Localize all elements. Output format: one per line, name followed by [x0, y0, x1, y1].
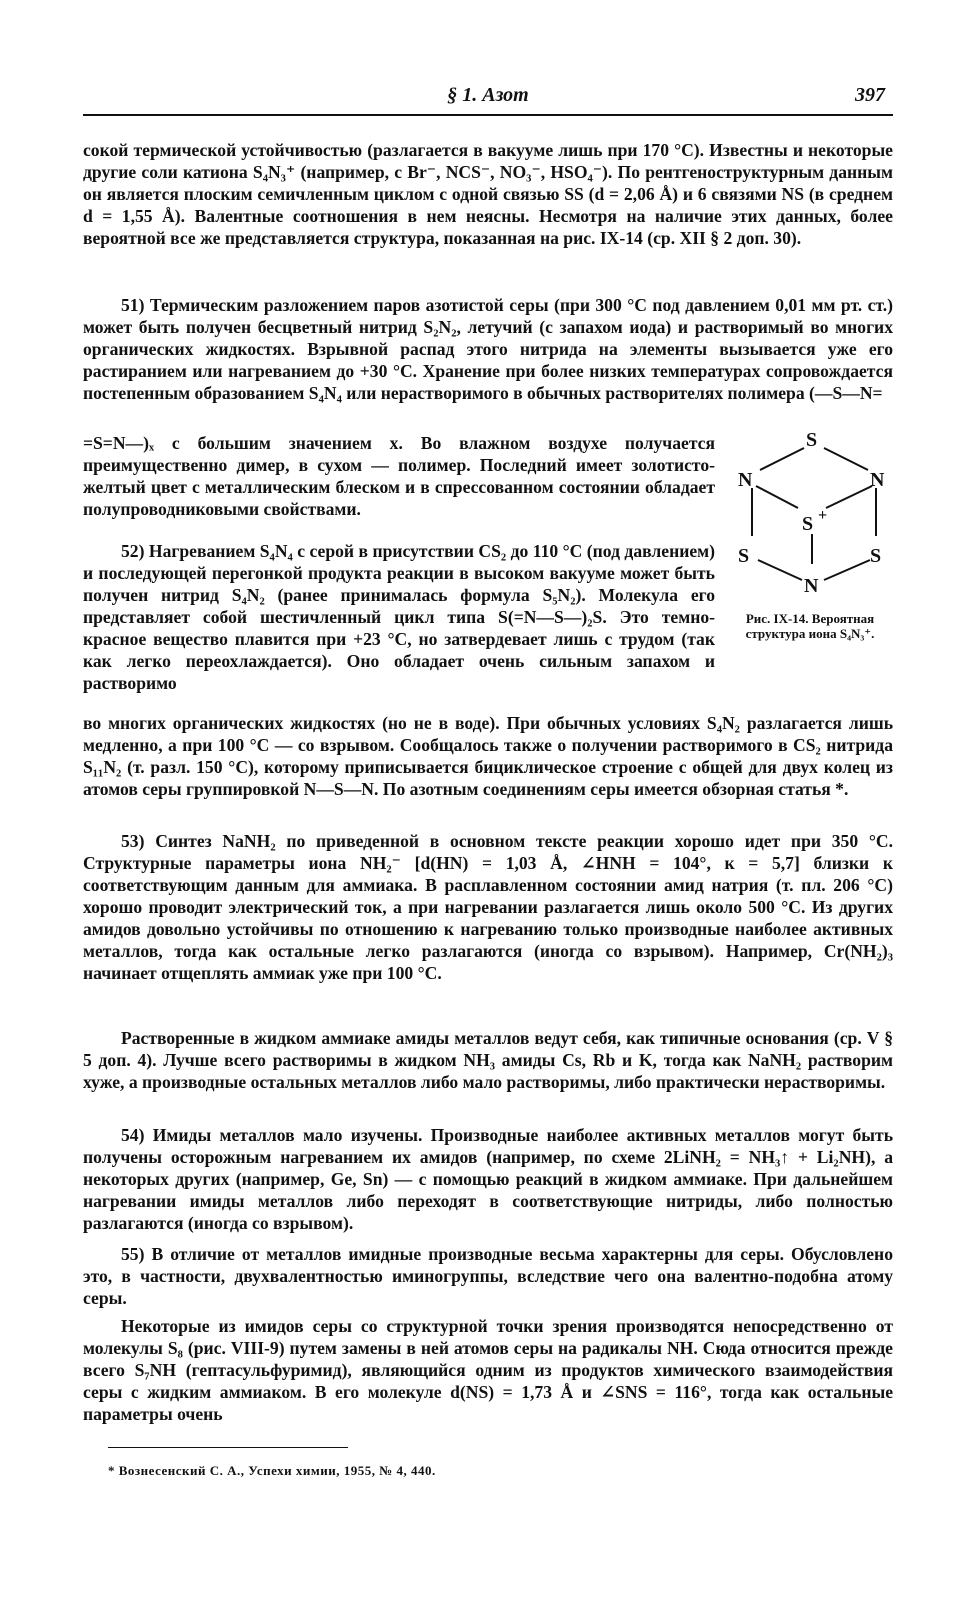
atom-s-top: S [806, 429, 818, 451]
atom-s-lower-right: S [870, 545, 882, 567]
paragraph-53: 53) Синтез NaNH₂ по приведенной в основном тексте реакции хорошо идет при 350 °С. Структурные параметры иона NH₂⁻ [d(HN) = 1,03 Å, ∠HNH = 104°, к = 5,7] близки к соответствующим данным для аммиака. В расплавленном состоянии амид натрия (т. пл. 206 °С) хорошо проводит электрический ток, а при нагревании разлагается лишь около 500 °С. Из других амидов довольно устойчивы по отношению к нагреванию только производные наиболее активных металлов, тогда как остальные легко разлагаются (иногда со взрывом). Например, Cr(NH₂)₃ начинает отщеплять аммиак уже при 100 °С. [83, 831, 893, 983]
figure-caption: Рис. IX-14. Вероятная структура иона S₄N₃⁺. [745, 611, 875, 641]
footnote: * Вознесенский С. А., Успехи химии, 1955, № 4, 440. [108, 1463, 436, 1478]
atom-n-bottom: N [804, 575, 819, 597]
running-header [83, 84, 893, 114]
header-rule [83, 114, 893, 116]
paragraph-51: 51) Термическим разложением паров азотистой серы (при 300 °С под давлением 0,01 мм рт. ст.) может быть получен бесцветный нитрид S₂N₂, летучий (с запахом иода) и растворимый во многих органических жидкостях. Взрывной распад этого нитрида на элементы вызывается уже его растиранием или нагреванием до +30 °С. Хранение при более низких температурах сопровождается постепенным образованием S₄N₄ или нерастворимого в обычных растворителях полимера (—S—N= [83, 295, 893, 403]
atom-s-lower-left: S [738, 545, 750, 567]
paragraph-55: 55) В отличие от металлов имидные производные весьма характерны для серы. Обусловлено это, в частности, двухвалентностью иминогруппы, вследствие чего она валентно-подобна атому серы. [83, 1244, 893, 1308]
atom-s-center: S [802, 513, 814, 535]
section-title: § 1. Азот [447, 84, 529, 106]
paragraph-continuation: сокой термической устойчивостью (разлагается в вакууме лишь при 170 °С). Известны и некоторые другие соли катиона S₄N₃⁺ (например, с Br⁻, NCS⁻, NO₃⁻, HSO₄⁻). По рентгеноструктурным данным он является плоским семичленным циклом с одной связью SS (d = 2,06 Å) и 6 связями NS (в среднем d = 1,55 Å). Валентные соотношения в нем неясны. Несмотря на наличие этих данных, более вероятной все же представляется структура, показанная на рис. IX-14 (ср. XII § 2 доп. 30). [83, 140, 893, 248]
paragraph-imides: Некоторые из имидов серы со структурной точки зрения производятся непосредственно от молекулы S₈ (рис. VIII-9) путем замены в ней атомов серы на радикалы NH. Сюда относится прежде всего S₇NH (гептасульфуримид), являющийся одним из продуктов химического взаимодействия серы с жидким аммиаком. В его молекуле d(NS) = 1,73 Å и ∠SNS = 116°, тогда как остальные параметры очень [83, 1316, 893, 1424]
charge-plus: + [818, 507, 828, 524]
page-number: 397 [855, 84, 885, 106]
structure-diagram [728, 426, 893, 611]
atom-n-right: N [870, 469, 885, 491]
paragraph-52-cont: во многих органических жидкостях (но не в воде). При обычных условиях S₄N₂ разлагается лишь медленно, а при 100 °С — со взрывом. Сообщалось также о получении растворимого в CS₂ нитрида S₁₁N₂ (т. разл. 150 °С), которому приписывается бициклическое строение с общей для двух колец из атомов серы группировкой N—S—N. По азотным соединениям серы имеется обзорная статья *. [83, 713, 893, 799]
paragraph-51-cont: =S=N—)ₓ с большим значением x. Во влажном воздухе получается преимущественно димер, в сухом — полимер. Последний имеет золотисто-желтый цвет с металлическим блеском и в спрессованном состоянии обладает полупроводниковыми свойствами. [83, 433, 715, 519]
paragraph-54: 54) Имиды металлов мало изучены. Производные наиболее активных металлов могут быть получены осторожным нагреванием их амидов (например, по схеме 2LiNH₂ = NH₃↑ + Li₂NH), а некоторых других (например, Ge, Sn) — с помощью реакций в жидком аммиаке. При дальнейшем нагревании имиды металлов либо переходят в соответствующие нитриды, либо полностью разлагаются (иногда со взрывом). [83, 1125, 893, 1233]
paragraph-amides: Растворенные в жидком аммиаке амиды металлов ведут себя, как типичные основания (ср. V § 5 доп. 4). Лучше всего растворимы в жидком NH₃ амиды Cs, Rb и K, тогда как NaNH₂ растворим хуже, а производные остальных металлов либо мало растворимы, либо практически нерастворимы. [83, 1028, 893, 1092]
paragraph-52: 52) Нагреванием S₄N₄ с серой в присутствии CS₂ до 110 °С (под давлением) и последующей перегонкой продукта реакции в высоком вакууме может быть получен нитрид S₄N₂ (ранее принималась формула S₅N₂). Молекула его представляет собой шестичленный цикл типа S(=N—S—)₂S. Это темно-красное вещество плавится при +23 °С, но затвердевает лишь с трудом (так как легко переохлаждается). Оно обладает очень сильным запахом и растворимо [83, 541, 715, 693]
atom-n-left: N [738, 469, 753, 491]
footnote-rule [108, 1447, 348, 1448]
